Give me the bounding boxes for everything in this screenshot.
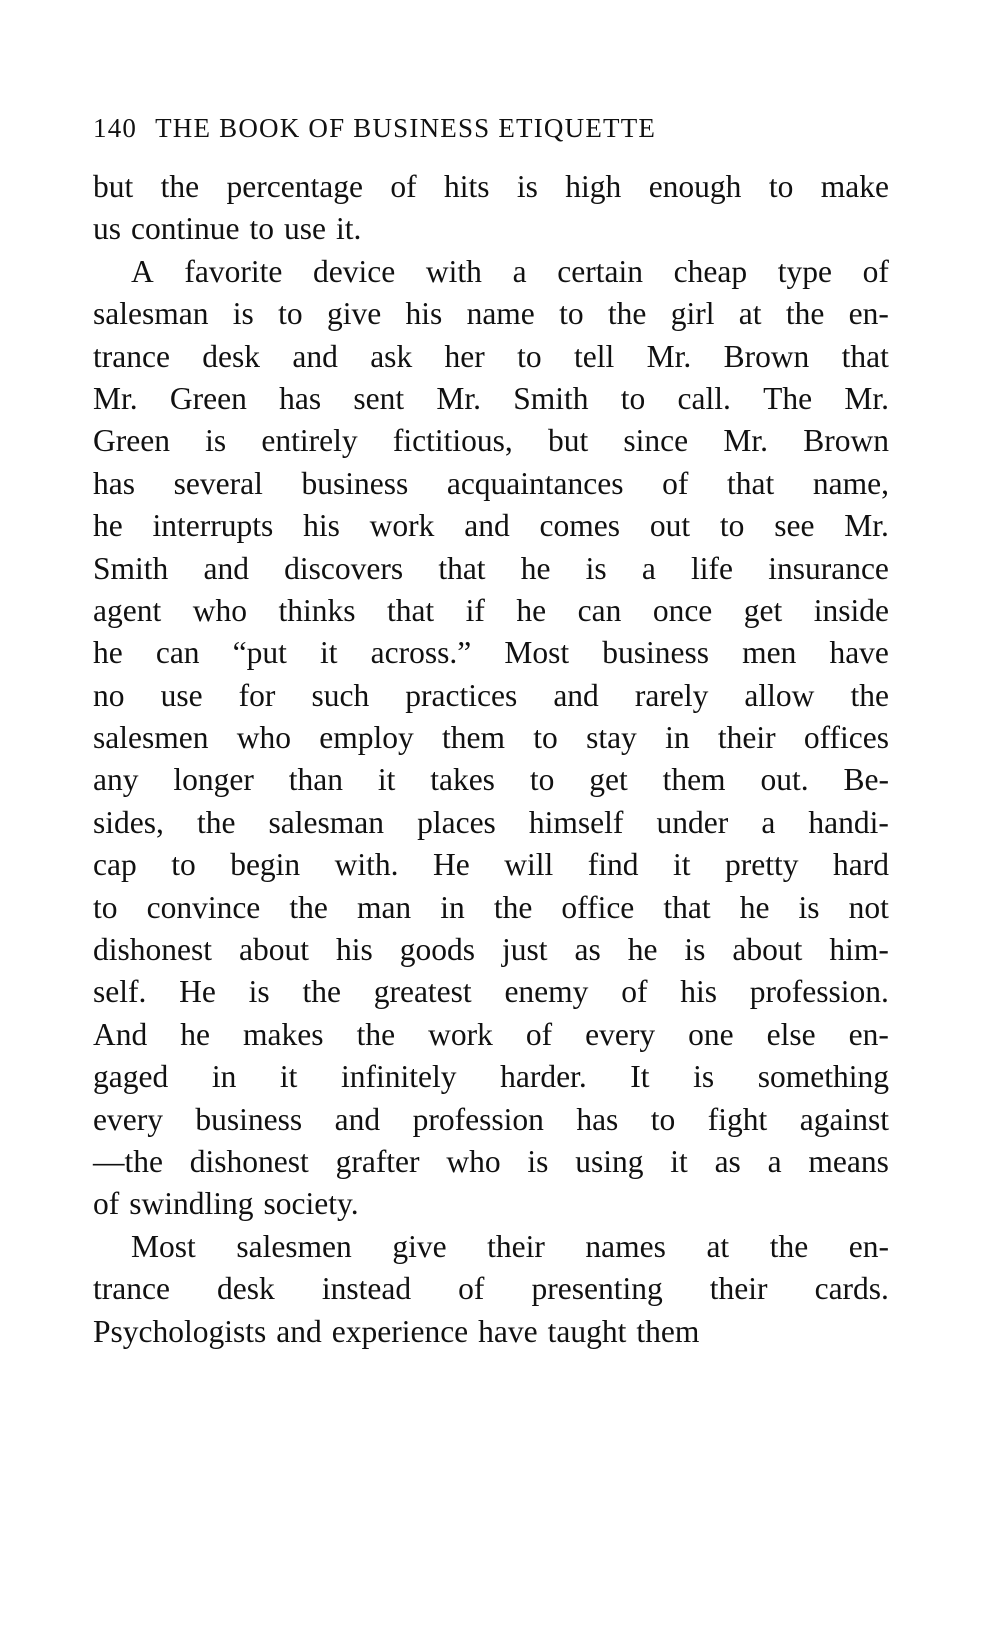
word: practices bbox=[405, 677, 518, 713]
word: his bbox=[335, 932, 373, 968]
word: of bbox=[525, 1016, 553, 1052]
word: as bbox=[574, 932, 601, 968]
word: one bbox=[688, 1016, 734, 1052]
word: them bbox=[636, 1313, 700, 1349]
word: the bbox=[785, 296, 825, 332]
word: who bbox=[236, 720, 291, 756]
text-line bbox=[93, 548, 889, 590]
text-line bbox=[93, 1056, 889, 1098]
word: about bbox=[732, 932, 803, 968]
word: places bbox=[417, 804, 496, 840]
word: “put bbox=[232, 635, 287, 671]
word: else bbox=[766, 1016, 816, 1052]
word: to bbox=[719, 508, 745, 544]
word: for bbox=[238, 677, 276, 713]
word: in bbox=[665, 720, 690, 756]
word: at bbox=[706, 1228, 730, 1264]
word: enemy bbox=[504, 974, 589, 1010]
word: has bbox=[93, 465, 135, 501]
word: the bbox=[302, 974, 341, 1010]
word: discovers bbox=[284, 550, 404, 586]
word: a bbox=[641, 550, 656, 586]
word: Smith bbox=[513, 380, 589, 416]
word: the bbox=[160, 169, 200, 204]
word: as bbox=[714, 1143, 741, 1179]
text-line bbox=[93, 632, 889, 674]
word: handi- bbox=[808, 804, 889, 840]
word: to bbox=[93, 889, 118, 925]
word: use bbox=[284, 211, 326, 247]
word: percentage bbox=[226, 169, 363, 204]
word: man bbox=[356, 889, 412, 925]
word: it bbox=[320, 635, 338, 671]
word: and bbox=[203, 550, 249, 586]
word: makes bbox=[243, 1016, 324, 1052]
word: and bbox=[553, 677, 599, 713]
word: is bbox=[248, 974, 270, 1010]
word: business bbox=[602, 635, 709, 671]
text-line bbox=[93, 971, 889, 1013]
word: it bbox=[670, 1143, 688, 1179]
word: longer bbox=[173, 762, 254, 798]
text-line bbox=[93, 1183, 889, 1225]
text-line bbox=[93, 929, 889, 971]
word: in bbox=[440, 889, 465, 925]
word: us bbox=[93, 211, 122, 247]
word: insurance bbox=[768, 550, 889, 586]
word: name bbox=[466, 296, 535, 332]
word: give bbox=[392, 1228, 447, 1264]
word: dishonest bbox=[93, 932, 213, 968]
running-head bbox=[93, 110, 893, 146]
text-line bbox=[93, 1014, 889, 1056]
word: give bbox=[326, 296, 382, 332]
word: the bbox=[607, 296, 647, 332]
word: Mr. bbox=[436, 380, 481, 416]
word: Be- bbox=[843, 762, 889, 798]
word: call. bbox=[677, 380, 731, 416]
word: the bbox=[769, 1228, 809, 1264]
word: Psychologists bbox=[93, 1313, 267, 1349]
text-line bbox=[93, 590, 889, 632]
body-text bbox=[93, 166, 889, 1353]
word: rarely bbox=[634, 677, 709, 713]
word: have bbox=[829, 635, 889, 671]
text-line bbox=[93, 802, 889, 844]
word: but bbox=[93, 169, 134, 204]
word: their bbox=[709, 1271, 768, 1307]
word: that bbox=[386, 592, 435, 628]
word: at bbox=[738, 296, 762, 332]
page-number: 140 bbox=[93, 113, 138, 143]
word: means bbox=[808, 1143, 889, 1179]
word: he bbox=[516, 592, 547, 628]
word: since bbox=[623, 423, 689, 459]
word: favorite bbox=[184, 253, 283, 289]
word: them bbox=[662, 762, 726, 798]
word: type bbox=[777, 253, 832, 289]
word: he bbox=[93, 508, 123, 544]
word: offices bbox=[803, 720, 889, 756]
word: the bbox=[356, 1016, 396, 1052]
word: a bbox=[767, 1143, 782, 1179]
word: to bbox=[559, 296, 584, 332]
word: society. bbox=[263, 1186, 359, 1222]
word: sent bbox=[353, 380, 405, 416]
word: a bbox=[761, 804, 776, 840]
word: of bbox=[390, 169, 417, 204]
word: And bbox=[93, 1016, 148, 1052]
word: find bbox=[587, 847, 639, 883]
word: ask bbox=[370, 338, 413, 374]
word: can bbox=[577, 592, 622, 628]
word: salesman bbox=[268, 804, 385, 840]
word: is bbox=[693, 1059, 715, 1095]
word: with bbox=[425, 253, 482, 289]
word: self. bbox=[93, 974, 147, 1010]
word: that bbox=[841, 338, 889, 374]
word: work bbox=[369, 508, 435, 544]
word: Mr. bbox=[93, 380, 138, 416]
word: salesmen bbox=[236, 1228, 352, 1264]
word: get bbox=[589, 762, 628, 798]
word: profession. bbox=[749, 974, 889, 1010]
word: Mr. bbox=[844, 380, 889, 416]
word: to bbox=[768, 169, 794, 204]
word: using bbox=[575, 1143, 644, 1179]
word: acquaintances bbox=[446, 465, 624, 501]
word: Mr. bbox=[844, 508, 889, 544]
word: desk bbox=[202, 338, 261, 374]
word: harder. bbox=[500, 1059, 587, 1095]
word: that bbox=[727, 465, 775, 501]
word: has bbox=[576, 1101, 619, 1137]
word: employ bbox=[319, 720, 414, 756]
word: it bbox=[279, 1059, 298, 1095]
word: no bbox=[93, 677, 125, 713]
word: it. bbox=[336, 211, 362, 247]
word: have bbox=[478, 1313, 538, 1349]
word: is bbox=[232, 296, 254, 332]
text-line bbox=[93, 717, 889, 759]
word: he bbox=[180, 1016, 211, 1052]
word: high bbox=[565, 169, 622, 204]
word: Most bbox=[504, 635, 570, 671]
word: it bbox=[377, 762, 396, 798]
word: his bbox=[680, 974, 717, 1010]
word: is bbox=[684, 932, 706, 968]
word: to bbox=[517, 338, 542, 374]
word: and bbox=[464, 508, 510, 544]
word: names bbox=[585, 1228, 666, 1264]
word: the bbox=[289, 889, 328, 925]
text-line bbox=[93, 675, 889, 717]
text-line bbox=[93, 208, 889, 250]
word: entirely bbox=[261, 423, 358, 459]
word: to bbox=[278, 296, 303, 332]
word: the bbox=[493, 889, 533, 925]
word: under bbox=[656, 804, 729, 840]
word: Brown bbox=[803, 423, 889, 459]
word: —the bbox=[93, 1143, 163, 1179]
word: Mr. bbox=[723, 423, 769, 459]
word: desk bbox=[217, 1271, 275, 1307]
word: grafter bbox=[335, 1143, 420, 1179]
word: instead bbox=[321, 1271, 412, 1307]
word: cards. bbox=[814, 1271, 889, 1307]
word: out. bbox=[760, 762, 809, 798]
word: name, bbox=[812, 465, 889, 501]
word: once bbox=[652, 592, 713, 628]
word: allow bbox=[744, 677, 815, 713]
word: certain bbox=[557, 253, 643, 289]
word: and bbox=[276, 1313, 322, 1349]
word: he bbox=[520, 550, 551, 586]
word: he bbox=[739, 889, 770, 925]
word: who bbox=[192, 592, 247, 628]
word: interrupts bbox=[152, 508, 274, 544]
word: and bbox=[334, 1101, 381, 1137]
word: Smith bbox=[93, 550, 169, 586]
word: several bbox=[173, 465, 263, 501]
word: He bbox=[433, 847, 470, 883]
word: girl bbox=[670, 296, 715, 332]
word: that bbox=[663, 889, 711, 925]
word: infinitely bbox=[341, 1059, 457, 1095]
word: business bbox=[195, 1101, 303, 1137]
word: will bbox=[504, 847, 554, 883]
word: of bbox=[93, 1186, 120, 1222]
word: of bbox=[862, 253, 889, 289]
text-line bbox=[93, 759, 889, 801]
word: continue bbox=[131, 211, 240, 247]
word: is bbox=[798, 889, 820, 925]
word: dishonest bbox=[189, 1143, 309, 1179]
text-line bbox=[93, 166, 889, 208]
word: something bbox=[757, 1059, 889, 1095]
word: taught bbox=[547, 1313, 627, 1349]
word: enough bbox=[648, 169, 742, 204]
word: is bbox=[205, 423, 227, 459]
word: her bbox=[444, 338, 485, 374]
word: just bbox=[501, 932, 548, 968]
word: against bbox=[799, 1101, 889, 1137]
word: business bbox=[301, 465, 409, 501]
word: begin bbox=[230, 847, 301, 883]
word: every bbox=[585, 1016, 656, 1052]
word: en- bbox=[848, 1016, 889, 1052]
word: trance bbox=[93, 338, 170, 374]
word: who bbox=[446, 1143, 501, 1179]
word: life bbox=[691, 550, 734, 586]
word: but bbox=[547, 423, 589, 459]
word: salesmen bbox=[93, 720, 209, 756]
word: cap bbox=[93, 847, 137, 883]
word: convince bbox=[146, 889, 261, 925]
word: salesman bbox=[93, 296, 209, 332]
word: him- bbox=[829, 932, 889, 968]
word: It bbox=[630, 1059, 650, 1095]
text-line bbox=[93, 505, 889, 547]
word: comes bbox=[539, 508, 621, 544]
word: of bbox=[621, 974, 648, 1010]
word: Green bbox=[93, 423, 170, 459]
word: greatest bbox=[373, 974, 472, 1010]
word: work bbox=[428, 1016, 493, 1052]
word: stay bbox=[586, 720, 637, 756]
word: to bbox=[650, 1101, 676, 1137]
word: Brown bbox=[723, 338, 810, 374]
word: he bbox=[93, 635, 123, 671]
word: any bbox=[93, 762, 139, 798]
word: in bbox=[211, 1059, 237, 1095]
word: en- bbox=[848, 296, 889, 332]
word: gaged bbox=[93, 1059, 169, 1095]
word: with. bbox=[334, 847, 399, 883]
text-line bbox=[93, 887, 889, 929]
running-head-title: THE BOOK OF BUSINESS ETIQUETTE bbox=[155, 113, 657, 143]
word: Mr. bbox=[646, 338, 692, 374]
word: can bbox=[155, 635, 200, 671]
word: experience bbox=[331, 1313, 469, 1349]
word: get bbox=[743, 592, 783, 628]
word: and bbox=[292, 338, 338, 374]
word: them bbox=[442, 720, 506, 756]
text-line bbox=[93, 420, 889, 462]
text-line bbox=[93, 251, 889, 293]
word: Most bbox=[131, 1228, 196, 1264]
word: Green bbox=[169, 380, 247, 416]
word: fictitious, bbox=[392, 423, 513, 459]
word: to bbox=[620, 380, 646, 416]
word: make bbox=[820, 169, 889, 204]
word: himself bbox=[528, 804, 624, 840]
word: of bbox=[458, 1271, 485, 1307]
text-line bbox=[93, 1268, 889, 1310]
word: their bbox=[717, 720, 776, 756]
word: his bbox=[405, 296, 443, 332]
text-line bbox=[93, 336, 889, 378]
word: to bbox=[249, 211, 274, 247]
word: profession bbox=[412, 1101, 544, 1137]
text-line bbox=[93, 378, 889, 420]
text-line bbox=[93, 1226, 889, 1268]
text-line bbox=[93, 1099, 889, 1141]
word: office bbox=[561, 889, 635, 925]
word: A bbox=[131, 253, 154, 289]
word: use bbox=[160, 677, 203, 713]
word: than bbox=[288, 762, 343, 798]
word: such bbox=[311, 677, 370, 713]
word: agent bbox=[93, 592, 162, 628]
word: thinks bbox=[278, 592, 356, 628]
word: men bbox=[742, 635, 797, 671]
word: device bbox=[313, 253, 396, 289]
word: out bbox=[649, 508, 691, 544]
word: is bbox=[527, 1143, 549, 1179]
word: is bbox=[585, 550, 607, 586]
text-line bbox=[93, 463, 889, 505]
word: to bbox=[171, 847, 196, 883]
word: inside bbox=[813, 592, 889, 628]
word: en- bbox=[848, 1228, 889, 1264]
word: goods bbox=[399, 932, 475, 968]
text-line bbox=[93, 293, 889, 335]
text-line bbox=[93, 1141, 889, 1183]
word: trance bbox=[93, 1271, 170, 1307]
word: The bbox=[763, 380, 813, 416]
word: see bbox=[774, 508, 815, 544]
word: it bbox=[673, 847, 691, 883]
word: across.” bbox=[370, 635, 472, 671]
word: their bbox=[487, 1228, 545, 1264]
word: the bbox=[196, 804, 236, 840]
word: he bbox=[627, 932, 658, 968]
text-line bbox=[93, 844, 889, 886]
word: presenting bbox=[531, 1271, 663, 1307]
text-line bbox=[93, 1311, 889, 1353]
word: is bbox=[516, 169, 538, 204]
word: the bbox=[850, 677, 889, 713]
word: hits bbox=[443, 169, 490, 204]
word: sides, bbox=[93, 804, 164, 840]
word: of bbox=[662, 465, 689, 501]
word: every bbox=[93, 1101, 163, 1137]
word: has bbox=[279, 380, 322, 416]
word: to bbox=[533, 720, 558, 756]
word: if bbox=[465, 592, 485, 628]
word: a bbox=[512, 253, 527, 289]
word: to bbox=[529, 762, 555, 798]
word: pretty bbox=[725, 847, 799, 883]
word: takes bbox=[430, 762, 495, 798]
word: about bbox=[239, 932, 309, 968]
word: not bbox=[848, 889, 889, 925]
word: swindling bbox=[129, 1186, 254, 1222]
word: hard bbox=[832, 847, 889, 883]
word: cheap bbox=[673, 253, 748, 289]
word: He bbox=[179, 974, 216, 1010]
word: that bbox=[438, 550, 486, 586]
word: fight bbox=[707, 1101, 768, 1137]
word: his bbox=[303, 508, 340, 544]
word: tell bbox=[573, 338, 615, 374]
